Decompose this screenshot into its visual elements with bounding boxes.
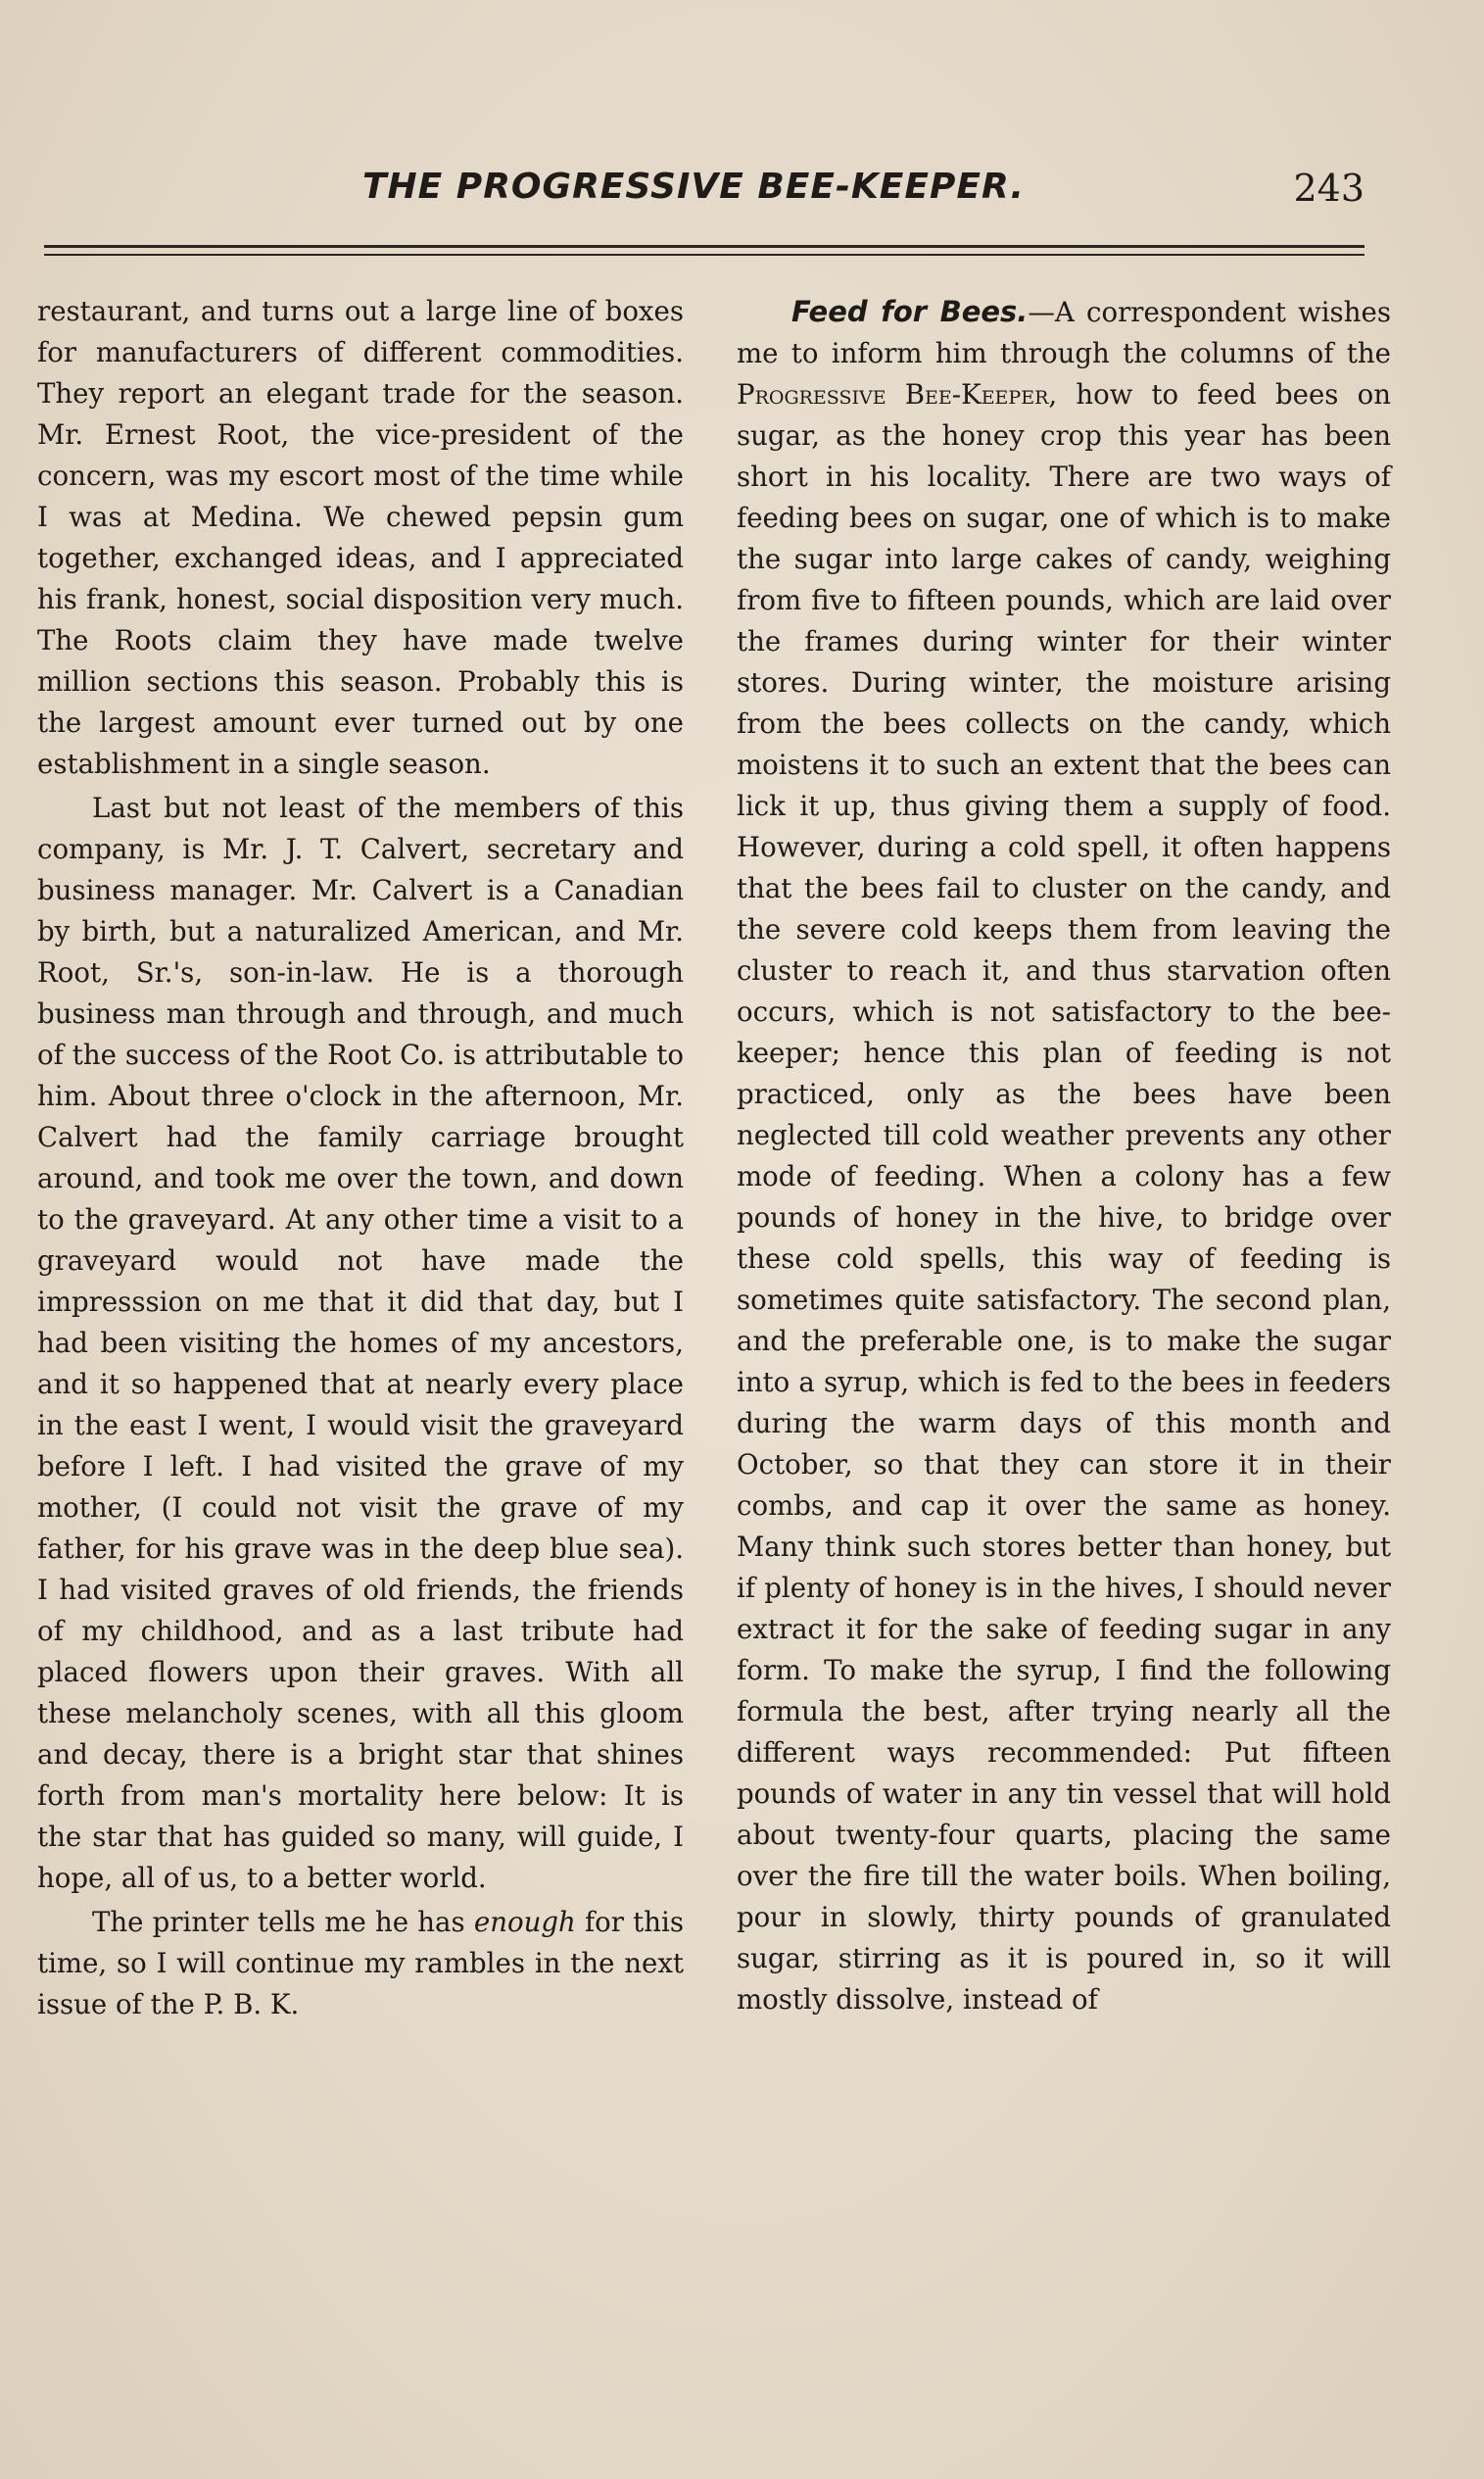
left-column <box>37 291 684 2025</box>
paragraph-restaurant: restaurant, and turns out a large line of boxes for manufacturers of different commodities. They report an elegant trade for the season. Mr. Ernest Root, the vice-president of the concern, was my escort most of the time while I was at Medina. We chewed pepsin gum together, exchanged ideas, and I appreciated his frank, honest, social disposition very much. The Roots claim they have made twelve million sections this season. Probably this is the largest amount ever turned out by one establishment in a single season. <box>37 295 684 780</box>
section-heading: Feed for Bees. <box>791 295 1029 328</box>
header-rule-thick <box>44 245 1364 248</box>
printer-text-start: The printer tells me he has <box>92 1906 474 1938</box>
running-head: THE PROGRESSIVE BEE-KEEPER. <box>362 167 1026 207</box>
paragraph-feed-for-bees <box>737 291 1391 2020</box>
right-column <box>737 291 1391 2020</box>
heading-dash: — <box>1028 296 1055 328</box>
printer-emphasis: enough <box>473 1906 576 1938</box>
paragraph-printer <box>37 1902 684 2025</box>
printer-text-end: for this time, so I will continue my rambles in the next issue of the P. B. K. <box>37 1906 685 2020</box>
feed-body: , how to feed bees on sugar, as the honey crop this year has been short in his locality. There are two ways of feeding bees on sugar, one of which is to make the sugar into large cakes of candy, weighing from five to fifteen pounds, which are laid over the frames during winter for their winter stores. During winter, the moisture arising from the bees collects on the candy, which moistens it to such an extent that the bees can lick it up, thus giving them a supply of food. However, during a cold spell, it often happens that the bees fail to cluster on the candy, and the severe cold keeps them from leaving the cluster to reach it, and thus starvation often occurs, which is not satisfactory to the bee-keeper; hence this plan of feeding is not practiced, only as the bees have been neglected till cold weather prevents any other mode of feeding. When a colony has a few pounds of honey in the hive, to bridge over these cold spells, this way of feeding is sometimes quite satisfactory. The second plan, and the preferable one, is to make the sugar into a syrup, which is fed to the bees in feeders during the warm days of this month and October, so that they can store it in their combs, and cap it over the same as honey. Many think such stores better than honey, but if plenty of honey is in the hives, I should never extract it for the sake of feeding sugar in any form. To make the syrup, I find the following formula the best, after trying nearly all the different ways recommended: Put fifteen pounds of water in any tin vessel that will hold about twenty-four quarts, placing the same over the fire till the water boils. When boiling, pour in slowly, thirty pounds of granulated sugar, stirring as it is poured in, so it will mostly dissolve, instead of <box>737 378 1391 2016</box>
header-rule-thin <box>44 254 1364 256</box>
journal-name: Progressive Bee-Keeper <box>737 378 1049 411</box>
page-number: 243 <box>1293 167 1364 210</box>
paragraph-calvert: Last but not least of the members of this company, is Mr. J. T. Calvert, secretary and business manager. Mr. Calvert is a Canadian by birth, but a naturalized American, and Mr. Root, Sr.'s, son-in-law. He is a thorough business man through and through, and much of the success of the Root Co. is attributable to him. About three o'clock in the afternoon, Mr. Calvert had the family carriage brought around, and took me over the town, and down to the graveyard. At any other time a visit to a graveyard would not have made the impresssion on me that it did that day, but I had been visiting the homes of my ancestors, and it so happened that at nearly every place in the east I went, I would visit the graveyard before I left. I had visited the grave of my mother, (I could not visit the grave of my father, for his grave was in the deep blue sea). I had visited graves of old friends, the friends of my childhood, and as a last tribute had placed flowers upon their graves. With all these melancholy scenes, with all this gloom and decay, there is a bright star that shines forth from man's mortality here below: It is the star that has guided so many, will guide, I hope, all of us, to a better world. <box>37 792 684 1894</box>
feed-intro: A correspondent wishes me to inform him through the columns of the <box>737 296 1391 369</box>
